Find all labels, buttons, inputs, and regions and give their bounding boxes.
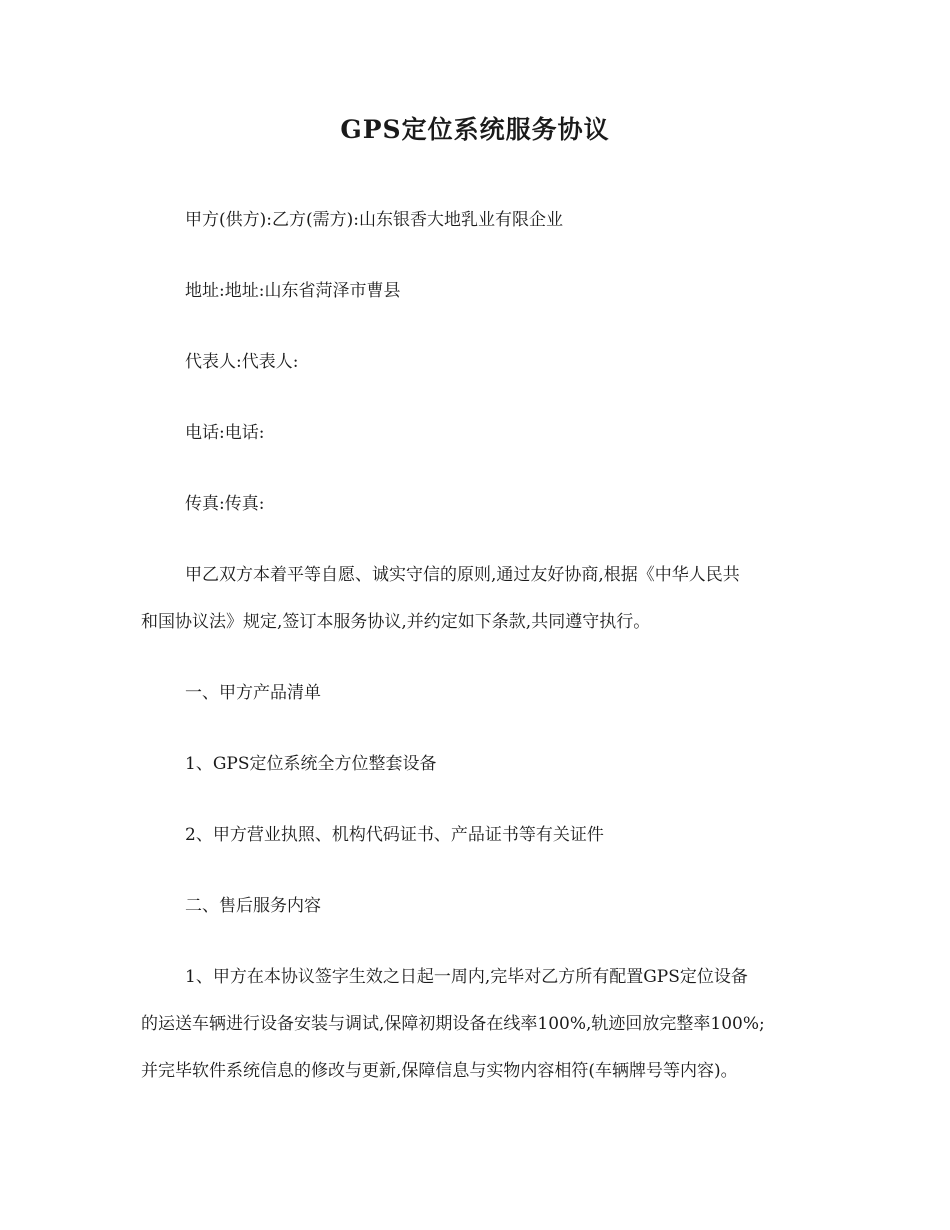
representative-line: 代表人:代表人:	[185, 352, 299, 372]
service-clause-line-1: 1、甲方在本协议签字生效之日起一周内,完毕对乙方所有配置GPS定位设备	[185, 967, 748, 987]
section-heading-1: 一、甲方产品清单	[185, 683, 321, 703]
document-title: GPS定位系统服务协议	[340, 115, 610, 144]
fax-line: 传真:传真:	[185, 494, 265, 514]
address-line: 地址:地址:山东省菏泽市曹县	[185, 281, 401, 301]
section-heading-2: 二、售后服务内容	[185, 896, 321, 916]
party-line: 甲方(供方):乙方(需方):山东银香大地乳业有限企业	[185, 210, 563, 230]
preamble-line-1: 甲乙双方本着平等自愿、诚实守信的原则,通过友好协商,根据《中华人民共	[185, 565, 740, 585]
service-clause-line-3: 并完毕软件系统信息的修改与更新,保障信息与实物内容相符(车辆牌号等内容)。	[141, 1061, 738, 1081]
service-clause-line-2: 的运送车辆进行设备安装与调试,保障初期设备在线率100%,轨迹回放完整率100%;	[141, 1014, 765, 1034]
preamble-line-2: 和国协议法》规定,签订本服务协议,并约定如下条款,共同遵守执行。	[141, 612, 651, 632]
phone-line: 电话:电话:	[185, 423, 265, 443]
list-item-2: 2、甲方营业执照、机构代码证书、产品证书等有关证件	[185, 825, 604, 845]
list-item-1: 1、GPS定位系统全方位整套设备	[185, 754, 437, 774]
